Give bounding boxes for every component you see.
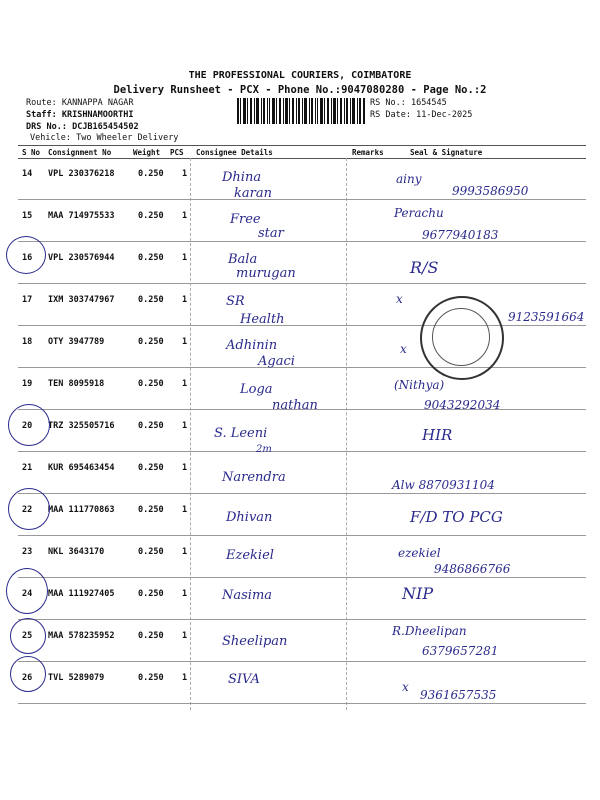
row-consignment: MAA 111927405 <box>48 589 115 599</box>
handwritten-circle <box>6 568 48 614</box>
row-sno: 24 <box>22 589 33 599</box>
row-weight: 0.250 <box>138 379 164 389</box>
handwritten-circle <box>10 618 46 654</box>
handwritten-note: F/D TO PCG <box>410 508 503 526</box>
row-consignment: NKL 3643170 <box>48 547 105 557</box>
handwritten-consignee: Bala <box>228 252 258 267</box>
row-consignment: MAA 714975533 <box>48 211 115 221</box>
row-sno: 18 <box>22 337 33 347</box>
header-top-rule <box>18 145 586 146</box>
vehicle-value: Two Wheeler Delivery <box>76 133 179 143</box>
handwritten-phone: 9123591664 <box>508 310 585 324</box>
row-weight: 0.250 <box>138 421 164 431</box>
handwritten-circle <box>6 236 46 274</box>
row-pcs: 1 <box>182 295 188 305</box>
row-consignment: TEN 8095918 <box>48 379 105 389</box>
row-sno: 14 <box>22 169 33 179</box>
col-header-weight: Weight <box>133 148 161 157</box>
company-seal-inner-ring <box>432 308 490 366</box>
row-pcs: 1 <box>182 463 188 473</box>
row-weight: 0.250 <box>138 673 164 683</box>
row-consignment: IXM 303747967 <box>48 295 115 305</box>
handwritten-consignee: SR <box>226 294 245 309</box>
handwritten-signature: x <box>402 680 409 694</box>
handwritten-consignee: Dhivan <box>226 510 273 525</box>
table-row <box>0 410 600 452</box>
handwritten-consignee: S. Leeni <box>214 426 268 441</box>
barcode-image <box>237 98 365 124</box>
row-sno: 23 <box>22 547 33 557</box>
handwritten-consignee: star <box>258 226 284 241</box>
table-row <box>0 452 600 494</box>
handwritten-signature: ainy <box>396 172 422 186</box>
row-pcs: 1 <box>182 421 188 431</box>
row-weight: 0.250 <box>138 169 164 179</box>
row-sno: 17 <box>22 295 33 305</box>
handwritten-circle <box>10 656 46 692</box>
drs-value: DCJB165454502 <box>72 122 139 132</box>
rs-no-label: RS No.: <box>370 98 406 108</box>
row-sno: 21 <box>22 463 33 473</box>
handwritten-phone: 9993586950 <box>452 184 529 198</box>
row-pcs: 1 <box>182 589 188 599</box>
handwritten-phone: 6379657281 <box>422 644 499 658</box>
handwritten-signature: x <box>396 292 403 306</box>
row-sno: 15 <box>22 211 33 221</box>
table-row <box>0 578 600 620</box>
col-header-sno: S No <box>22 148 41 157</box>
drs-label: DRS No.: <box>26 122 67 132</box>
col-header-remarks: Remarks <box>352 148 384 157</box>
row-weight: 0.250 <box>138 631 164 641</box>
handwritten-signature: R/S <box>410 258 439 277</box>
handwritten-signature: Perachu <box>394 206 444 220</box>
handwritten-signature: ezekiel <box>398 546 441 560</box>
row-weight: 0.250 <box>138 211 164 221</box>
handwritten-consignee: Free <box>230 212 261 227</box>
handwritten-consignee: Narendra <box>222 470 286 485</box>
table-row <box>0 200 600 242</box>
handwritten-consignee: Health <box>240 312 285 327</box>
drs-line <box>26 122 139 132</box>
handwritten-consignee: Loga <box>240 382 273 397</box>
handwritten-consignee: Adhinin <box>226 338 278 353</box>
handwritten-signature: R.Dheelipan <box>392 624 467 638</box>
row-weight: 0.250 <box>138 547 164 557</box>
table-row <box>0 620 600 662</box>
row-sno: 16 <box>22 253 33 263</box>
row-weight: 0.250 <box>138 505 164 515</box>
col-header-pcs: PCS <box>170 148 184 157</box>
rs-date-label: RS Date: <box>370 110 411 120</box>
col-header-consignment: Consignment No <box>48 148 112 157</box>
handwritten-phone: 9043292034 <box>424 398 501 412</box>
row-pcs: 1 <box>182 631 188 641</box>
row-pcs: 1 <box>182 169 188 179</box>
row-pcs: 1 <box>182 505 188 515</box>
route-value: KANNAPPA NAGAR <box>61 98 134 108</box>
row-pcs: 1 <box>182 253 188 263</box>
row-consignment: MAA 111770863 <box>48 505 115 515</box>
handwritten-consignee: karan <box>234 186 272 201</box>
handwritten-circle <box>8 488 50 530</box>
handwritten-consignee: Nasima <box>222 588 273 603</box>
row-consignment: TRZ 325505716 <box>48 421 115 431</box>
row-weight: 0.250 <box>138 337 164 347</box>
handwritten-consignee: SIVA <box>228 672 260 687</box>
row-sno: 25 <box>22 631 33 641</box>
handwritten-signature: Alw 8870931104 <box>392 478 495 492</box>
row-pcs: 1 <box>182 337 188 347</box>
runsheet-title: Delivery Runsheet - PCX - Phone No.:9047080280 - Page No.:2 <box>113 84 487 96</box>
rs-date-value: 11-Dec-2025 <box>416 110 473 120</box>
handwritten-consignee: 2m <box>256 444 272 455</box>
handwritten-signature: (Nithya) <box>394 378 445 392</box>
row-consignment: TVL 5289079 <box>48 673 105 683</box>
row-sno: 19 <box>22 379 33 389</box>
row-weight: 0.250 <box>138 589 164 599</box>
row-consignment: KUR 695463454 <box>48 463 115 473</box>
table-row <box>0 326 600 368</box>
row-pcs: 1 <box>182 379 188 389</box>
table-row <box>0 494 600 536</box>
handwritten-consignee: nathan <box>272 398 318 413</box>
handwritten-consignee: Ezekiel <box>226 548 274 563</box>
vehicle-line <box>30 133 178 143</box>
row-sno: 26 <box>22 673 33 683</box>
row-sno: 20 <box>22 421 33 431</box>
row-pcs: 1 <box>182 211 188 221</box>
handwritten-note: NIP <box>402 584 434 603</box>
handwritten-phone: 9486866766 <box>434 562 511 576</box>
rs-date-line <box>370 110 472 120</box>
row-weight: 0.250 <box>138 295 164 305</box>
handwritten-mark: x <box>400 342 407 356</box>
handwritten-circle <box>8 404 50 446</box>
col-header-seal: Seal & Signature <box>410 148 483 157</box>
row-consignment: MAA 578235952 <box>48 631 115 641</box>
handwritten-consignee: Sheelipan <box>222 634 288 649</box>
row-consignment: VPL 230576944 <box>48 253 115 263</box>
table-row <box>0 242 600 284</box>
company-title: THE PROFESSIONAL COURIERS, COIMBATORE <box>188 70 412 81</box>
row-pcs: 1 <box>182 673 188 683</box>
rs-no-value: 1654545 <box>410 98 447 108</box>
row-sno: 22 <box>22 505 33 515</box>
staff-label: Staff: <box>26 110 57 120</box>
row-consignment: VPL 230376218 <box>48 169 115 179</box>
table-row <box>0 662 600 704</box>
staff-line <box>26 110 134 120</box>
rs-no-line <box>370 98 447 108</box>
vehicle-label: Vehicle: <box>30 133 71 143</box>
row-weight: 0.250 <box>138 463 164 473</box>
row-separator <box>18 703 586 704</box>
handwritten-consignee: Agaci <box>258 354 295 369</box>
handwritten-phone: 9677940183 <box>422 228 499 242</box>
route-line <box>26 98 134 108</box>
row-weight: 0.250 <box>138 253 164 263</box>
col-header-consignee: Consignee Details <box>196 148 273 157</box>
handwritten-signature: HIR <box>422 426 453 444</box>
staff-value: KRISHNAMOORTHI <box>61 110 134 120</box>
handwritten-consignee: murugan <box>236 266 296 281</box>
route-label: Route: <box>26 98 57 108</box>
handwritten-phone: 9361657535 <box>420 688 497 702</box>
row-pcs: 1 <box>182 547 188 557</box>
handwritten-consignee: Dhina <box>222 170 262 185</box>
row-consignment: OTY 3947789 <box>48 337 105 347</box>
